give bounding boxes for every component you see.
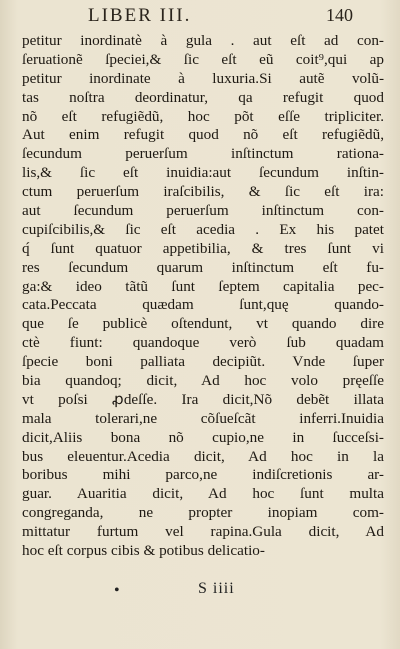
text-line: petitur inordinatè à gula . aut eſt ad con- <box>22 32 384 49</box>
text-line: petitur inordinate à luxuria.Si autẽ volũ- <box>22 69 384 87</box>
text-line: aut ſecundum peruerſum inſtinctum con- <box>22 202 384 220</box>
text-line: ſeruationẽ ſpeciei,& ſic eſt eũ coit⁹,qui ap <box>22 50 384 68</box>
footer-mark: • <box>114 582 120 599</box>
text-line: dicit,Aliis bona nõ cupio,ne in ſucceſsi- <box>22 428 384 446</box>
running-head: LIBER III. <box>88 5 192 26</box>
text-line: guar. Auaritia dicit, Ad hoc ſunt multa <box>22 485 384 503</box>
page-footer <box>0 580 400 604</box>
signature-mark: S iiii <box>198 580 235 597</box>
text-line: nõ eſt refugiẽdũ, hoc põt eſſe tripliciter. <box>22 107 384 125</box>
text-line: bia quandoq; dicit, Ad hoc volo pręeſſe <box>22 372 384 390</box>
text-line: que ſe publicè oſtendunt, vt quando dire <box>22 315 384 333</box>
text-line: mala tolerari,ne cõſueſcãt inferri.Inuidia <box>22 409 384 427</box>
text-line: congreganda, ne propter inopiam com- <box>22 504 384 522</box>
text-line: Aut enim refugit quod nõ eſt refugiẽdũ, <box>22 126 384 144</box>
text-line: cata.Peccata quædam ſunt,quę quando- <box>22 296 384 314</box>
text-line: tas noſtra deordinatur, qa refugit quod <box>22 88 384 106</box>
text-line: ſpecie boni palliata decipiũt. Vnde ſuper <box>22 353 384 371</box>
page-header <box>0 2 400 30</box>
text-line: ctum peruerſum iraſcibilis, & ſic eſt ira: <box>22 183 384 201</box>
text-line: q́ ſunt quatuor appetibilia, & tres ſunt vi <box>22 239 384 257</box>
folio-number: 140 <box>326 5 353 25</box>
main-text-block <box>22 32 384 561</box>
text-line: mittatur furtum vel rapina.Gula dicit, Ad <box>22 523 384 541</box>
text-line: bus eleuentur.Acedia dicit, Ad hoc in la <box>22 447 384 465</box>
text-line: lis,& ſic eſt inuidia:aut ſecundum inſtin- <box>22 164 384 182</box>
text-line: res ſecundum quarum inſtinctum eſt fu- <box>22 258 384 276</box>
text-line: ga:& ideo tãtũ ſunt ſeptem capitalia pec- <box>22 277 384 295</box>
text-line: vt poſsi ꝓdeſſe. Ira dicit,Nõ debẽt illata <box>22 390 384 408</box>
text-line: ctè fiunt: quandoque verò ſub quadam <box>22 334 384 352</box>
text-line: cupiſcibilis,& ſic eſt acedia . Ex his patet <box>22 220 384 238</box>
text-line: hoc eſt corpus cibis & potibus delicatio- <box>22 542 265 560</box>
text-line: boribus mihi parco,ne indiſcretionis ar- <box>22 466 384 484</box>
text-line: ſecundum peruerſum inſtinctum rationa- <box>22 145 384 163</box>
